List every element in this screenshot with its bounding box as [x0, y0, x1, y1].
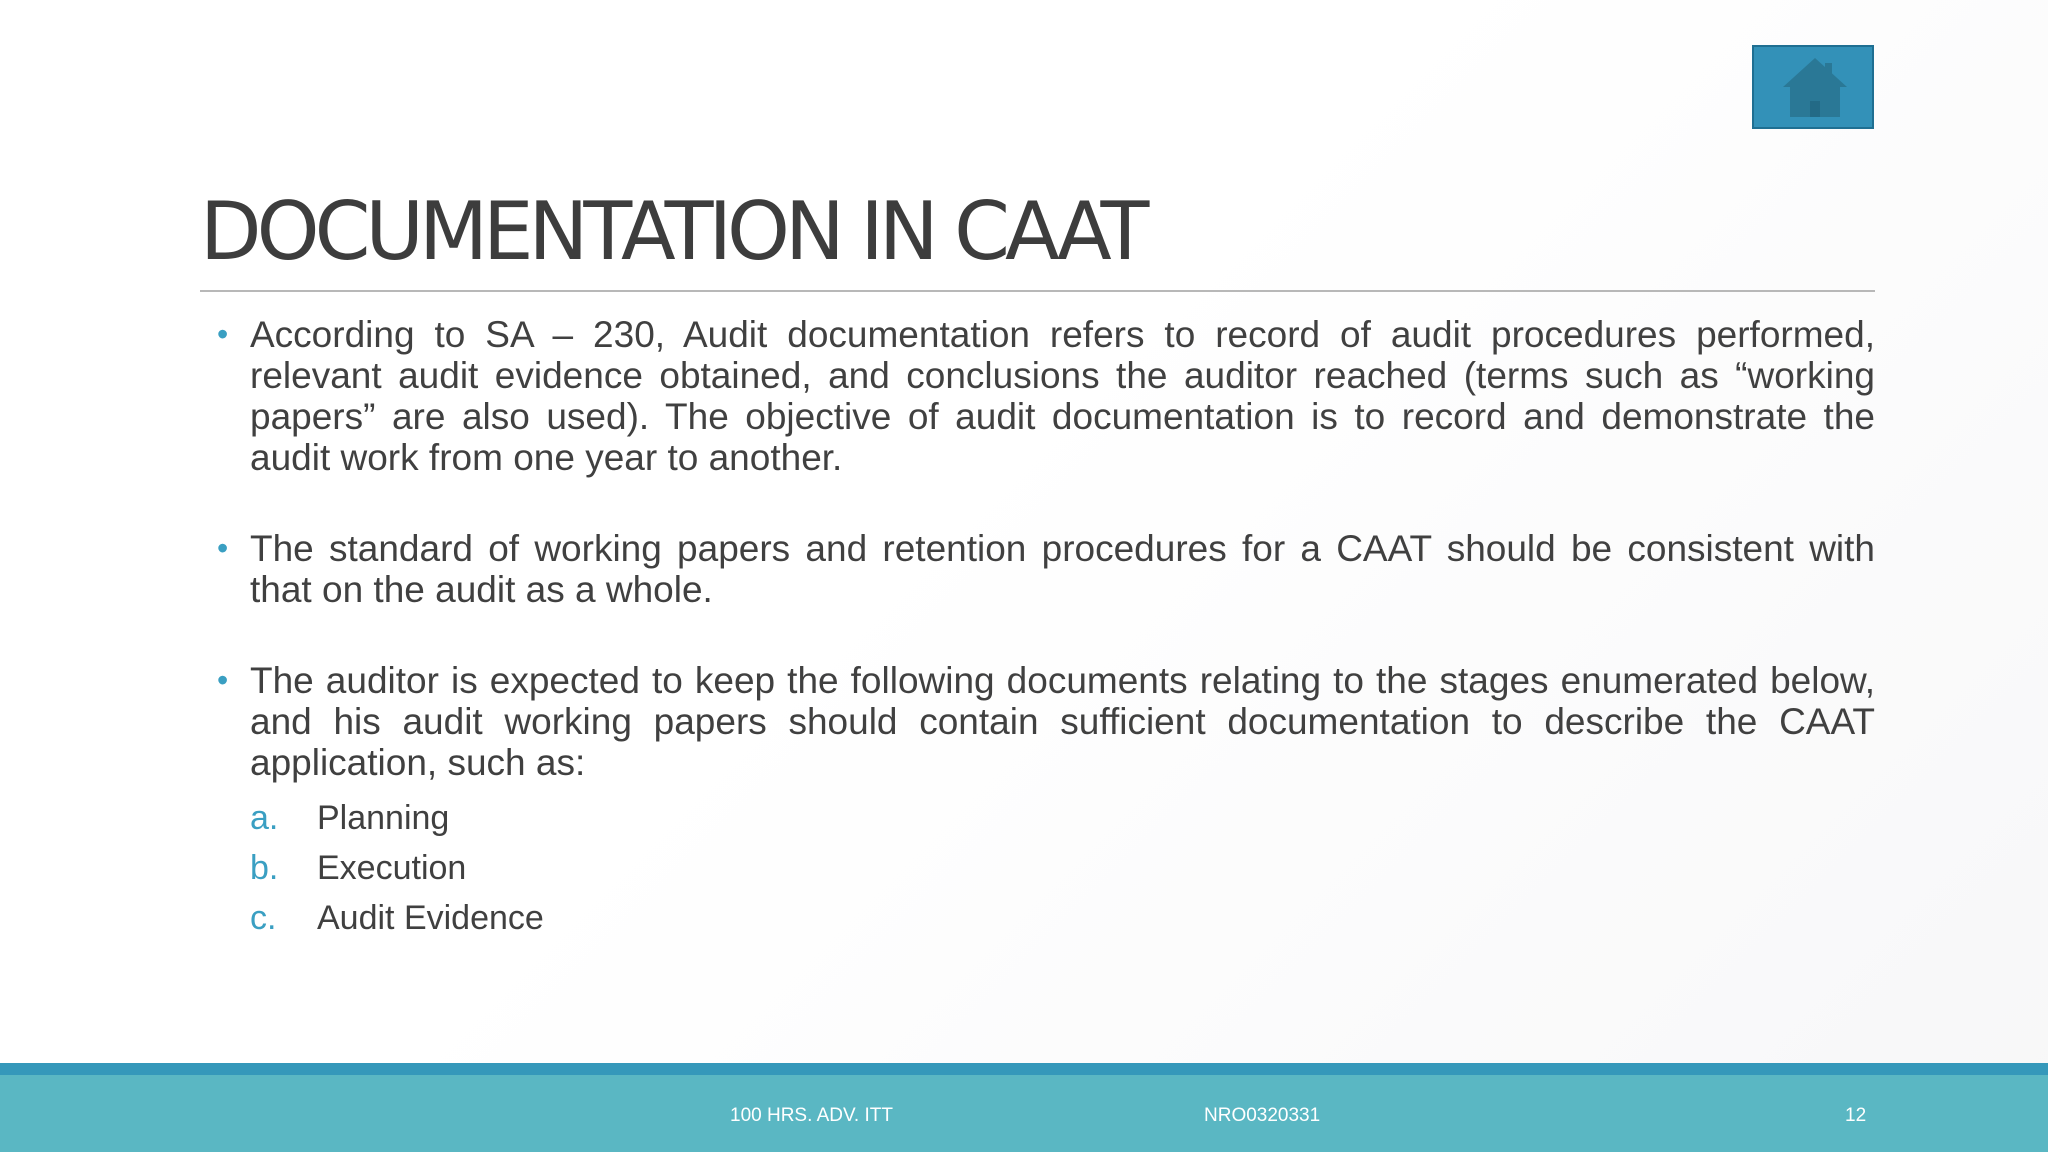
bullet-item	[210, 314, 1875, 478]
bullet-icon: •	[217, 530, 229, 566]
footer-accent-strip	[0, 1063, 2048, 1075]
stage-label: Planning	[317, 799, 450, 837]
title-divider	[200, 290, 1875, 292]
stage-item-audit-evidence	[210, 893, 1875, 943]
home-button[interactable]	[1752, 45, 1874, 129]
stage-item-execution	[210, 843, 1875, 893]
stage-label: Audit Evidence	[317, 899, 544, 937]
footer-bar	[0, 1075, 2048, 1152]
stage-label: Execution	[317, 849, 467, 887]
home-icon	[1781, 55, 1849, 121]
bullet-item	[210, 660, 1875, 783]
bullet-text: The auditor is expected to keep the following documents relating to the stages enumerated below, and his audit working papers should contain sufficient documentation to describe the CAAT application, such as:	[250, 660, 1875, 783]
bullet-icon: •	[217, 662, 229, 698]
footer-registration-number: NRO0320331	[1204, 1105, 1321, 1126]
list-letter: b.	[250, 849, 279, 887]
slide-content	[210, 314, 1875, 943]
stage-list	[210, 793, 1875, 943]
bullet-text: The standard of working papers and retention procedures for a CAAT should be consistent with that on the audit as a whole.	[250, 528, 1875, 610]
list-letter: c.	[250, 899, 277, 937]
slide-title: DOCUMENTATION IN CAAT	[200, 185, 1145, 278]
bullet-text: According to SA – 230, Audit documentation refers to record of audit procedures performed, relevant audit evidence obtained, and conclusions the auditor reached (terms such as “working papers” are also used). The objective of audit documentation is to record and demonstrate the audit work from one year to another.	[250, 314, 1875, 478]
bullet-item	[210, 528, 1875, 610]
footer-course-label: 100 HRS. ADV. ITT	[730, 1105, 893, 1126]
stage-item-planning	[210, 793, 1875, 843]
bullet-icon: •	[217, 316, 229, 352]
page-number: 12	[1845, 1105, 1867, 1126]
list-letter: a.	[250, 799, 279, 837]
